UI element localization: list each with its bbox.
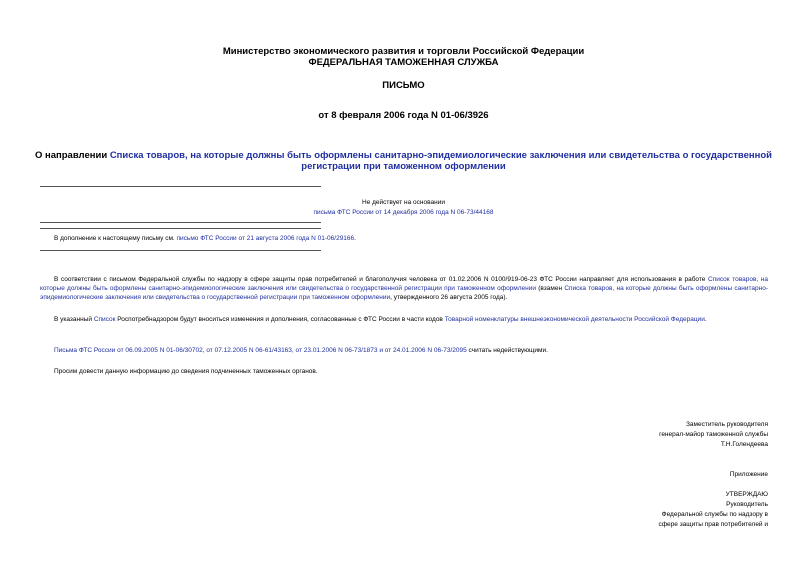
addition-link[interactable]: письмо ФТС России от 21 августа 2006 года N 01-06/29166	[176, 235, 355, 242]
subject-link[interactable]: Списка товаров, на которые должны быть оформлены санитарно-эпидемиологические заключения или свидетельства о государственной	[109, 150, 773, 161]
addition-end: .	[354, 235, 356, 242]
document-date-number: от 8 февраля 2006 года N 01-06/3926	[318, 110, 489, 121]
service-title: ФЕДЕРАЛЬНАЯ ТАМОЖЕННАЯ СЛУЖБА	[308, 57, 499, 68]
ministry-title: Министерство экономического развития и торговли Российской Федерации	[222, 46, 585, 57]
list-previous-link[interactable]: Списка товаров, на которые должны быть оформлены санитарно-эпидемиологические заключения или свидетельства о государственной регистрации при таможенном оформлении	[40, 285, 768, 302]
subject-line-2	[0, 161, 807, 172]
list-short-link[interactable]: Список	[93, 316, 116, 323]
divider	[40, 222, 321, 223]
paragraph-1-text: , утвержденного 26 августа 2005 года).	[390, 294, 508, 302]
list-link[interactable]: Список товаров, на которые должны быть оформлены санитарно-эпидемиологические заключения или свидетельства о государственной регистрации при таможенном оформлении	[40, 276, 768, 293]
letters-link[interactable]: Письма ФТС России от 06.09.2005 N 01-06/30702, от 07.12.2005 N 06-61/43163, от 23.01.2006 N 06-73/1873 и от 24.01.2006 N 06-73/2095	[54, 347, 467, 354]
appendix-label: Приложение	[729, 471, 768, 478]
paragraph-1-text: В соответствии с письмом Федеральной службы по надзору в сфере защиты прав потребителей и благополучия человека от 01.02.2006 N 0100/919-06-23 ФТС России направляет для использования в работе	[54, 276, 708, 283]
signer-name: Т.Н.Голендеева	[720, 441, 768, 448]
document-type: ПИСЬМО	[382, 80, 425, 91]
paragraph-2	[40, 315, 768, 324]
approver-org-line-2: сфере защиты прав потребителей и	[658, 521, 768, 528]
divider	[40, 250, 321, 251]
paragraph-1-text: (взамен	[536, 285, 565, 293]
subject-line-1	[0, 150, 807, 161]
addition-note	[54, 234, 356, 243]
paragraph-2-text: В указанный	[54, 316, 94, 323]
status-note: Не действует на основании	[362, 199, 445, 206]
signer-position: Заместитель руководителя	[686, 421, 768, 428]
addition-text: В дополнение к настоящему письму см.	[54, 235, 177, 242]
approver-role: Руководитель	[726, 501, 768, 508]
signer-rank: генерал-майор таможенной службы	[659, 431, 768, 438]
paragraph-3	[40, 346, 768, 355]
divider	[40, 186, 321, 187]
status-link[interactable]: письма ФТС России от 14 декабря 2006 года N 06-73/44168	[313, 209, 494, 216]
subject-prefix: О направлении	[34, 150, 110, 161]
tnved-link[interactable]: Товарной номенклатуры внешнеэкономической деятельности Российской Федерации	[444, 316, 705, 323]
paragraph-2-text: Роспотребнадзором будут вноситься изменения и дополнения, согласованные с ФТС России в части кодов	[115, 316, 445, 323]
paragraph-1	[40, 275, 768, 303]
approve-label: УТВЕРЖДАЮ	[725, 491, 768, 498]
paragraph-3-text: считать недействующими.	[466, 347, 548, 354]
paragraph-4: Просим довести данную информацию до сведения подчиненных таможенных органов.	[54, 368, 318, 375]
divider	[40, 228, 321, 229]
approver-org-line-1: Федеральной службы по надзору в	[661, 511, 768, 518]
paragraph-2-text: .	[704, 316, 707, 323]
subject-link-continued[interactable]: регистрации при таможенном оформлении	[301, 161, 506, 172]
